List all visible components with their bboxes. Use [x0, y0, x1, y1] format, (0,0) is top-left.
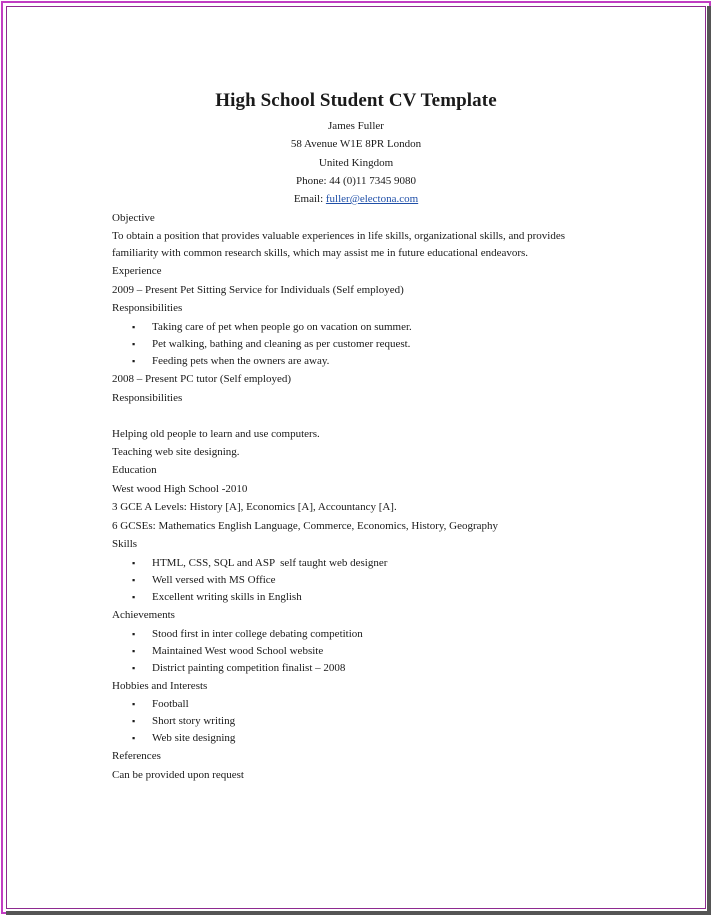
- references-heading: References: [112, 750, 161, 762]
- list-item: ▪ Feeding pets when the owners are away.: [132, 355, 330, 367]
- responsibility-item: Teaching web site designing.: [112, 446, 240, 458]
- page-shadow-bottom: [6, 911, 711, 915]
- list-item: ▪ Excellent writing skills in English: [132, 591, 302, 603]
- address-line-2: United Kingdom: [318, 157, 394, 169]
- bullet-icon: ▪: [132, 646, 136, 656]
- candidate-name: James Fuller: [328, 120, 384, 132]
- references-text: Can be provided upon request: [112, 769, 244, 781]
- responsibilities-heading-2: Responsibilities: [112, 392, 183, 404]
- bullet-icon: ▪: [132, 629, 136, 639]
- education-item: West wood High School -2010: [112, 483, 248, 495]
- bullet-icon: ▪: [132, 575, 136, 585]
- responsibilities-heading-1: Responsibilities: [112, 302, 183, 314]
- list-item: ▪ Stood first in inter college debating competition: [132, 628, 363, 640]
- experience-heading: Experience: [112, 265, 162, 277]
- education-heading: Education: [112, 464, 157, 476]
- address-line-1: 58 Avenue W1E 8PR London: [290, 138, 422, 150]
- email-label: Email:: [293, 193, 326, 205]
- list-item: ▪ Web site designing: [132, 732, 236, 744]
- bullet-icon: ▪: [132, 558, 136, 568]
- email-link[interactable]: fuller@electona.com: [325, 193, 419, 205]
- bullet-icon: ▪: [132, 322, 136, 332]
- objective-text: To obtain a position that provides valuable experiences in life skills, organizational skills, and provides familiarity with common research skills, which may assist me in future educational endeavors.: [112, 230, 565, 259]
- list-item: ▪ Well versed with MS Office: [132, 574, 276, 586]
- job-2: 2008 – Present PC tutor (Self employed): [112, 373, 292, 385]
- objective-heading: Objective: [112, 212, 155, 224]
- list-item: ▪ Pet walking, bathing and cleaning as per customer request.: [132, 338, 411, 350]
- phone: Phone: 44 (0)11 7345 9080: [296, 175, 416, 187]
- job-1: 2009 – Present Pet Sitting Service for Individuals (Self employed): [112, 284, 404, 296]
- list-item: ▪ Maintained West wood School website: [132, 645, 324, 657]
- education-item: 3 GCE A Levels: History [A], Economics [A], Accountancy [A].: [112, 501, 397, 513]
- bullet-icon: ▪: [132, 716, 136, 726]
- skills-heading: Skills: [112, 538, 138, 550]
- bullet-icon: ▪: [132, 356, 136, 366]
- responsibility-item: Helping old people to learn and use computers.: [112, 428, 320, 440]
- list-item: ▪ Short story writing: [132, 715, 236, 727]
- education-item: 6 GCSEs: Mathematics English Language, Commerce, Economics, History, Geography: [112, 520, 499, 532]
- bullet-icon: ▪: [132, 733, 136, 743]
- achievements-heading: Achievements: [112, 609, 175, 621]
- list-item: ▪ HTML, CSS, SQL and ASP self taught web designer: [132, 557, 388, 569]
- email-line: [0, 193, 712, 205]
- bullet-icon: ▪: [132, 699, 136, 709]
- hobbies-heading: Hobbies and Interests: [112, 680, 208, 692]
- bullet-icon: ▪: [132, 339, 136, 349]
- list-item: ▪ Taking care of pet when people go on vacation on summer.: [132, 321, 412, 333]
- bullet-icon: ▪: [132, 663, 136, 673]
- list-item: ▪ District painting competition finalist – 2008: [132, 662, 346, 674]
- document-title: High School Student CV Template: [215, 90, 497, 111]
- bullet-icon: ▪: [132, 592, 136, 602]
- list-item: ▪ Football: [132, 698, 189, 710]
